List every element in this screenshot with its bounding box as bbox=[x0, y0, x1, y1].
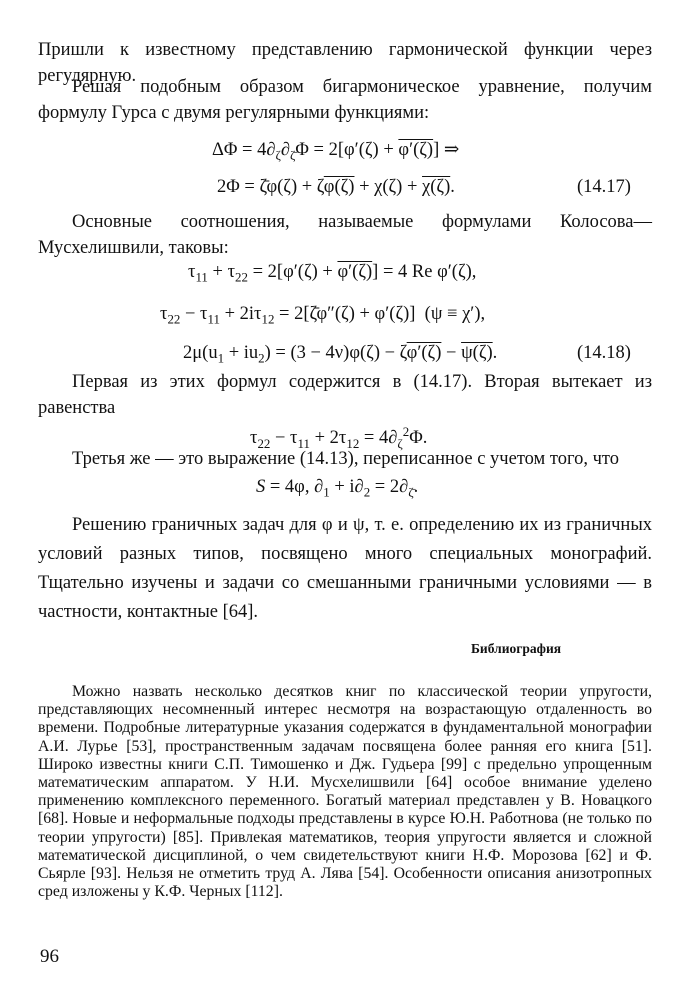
paragraph-5: Третья же — это выражение (14.13), переписанное с учетом того, что bbox=[72, 449, 619, 469]
equation-laplace: $\Delta\Phi = 4\partial_\zeta\partial_{\zetā}\Phi = 2[\varphi'(\zeta) + \varphi'(\zeta)]$ ⇒ bbox=[212, 140, 460, 163]
paragraph-6: Решению граничных задач для φ и ψ, т. е. определению их из граничных условий разных типов, посвящено много специальных монографий. Тщательно изучены и задачи со смешанными граничными условиями — в частности, контактные [64]. bbox=[38, 515, 652, 622]
paragraph-4: Первая из этих формул содержится в (14.17). Вторая вытекает из равенства bbox=[38, 372, 652, 418]
page-number: 96 bbox=[40, 946, 59, 967]
bibliography-heading: Библиография bbox=[471, 641, 562, 656]
equation-number-14-17: (14.17) bbox=[577, 177, 631, 197]
equation-number-14-18: (14.18) bbox=[577, 343, 631, 363]
equation-tau-diff: $\tau_{22} - \tau_{11} + 2\tau_{12} = 4\partial_\zeta^2\Phi$. bbox=[250, 424, 428, 451]
paragraph-1: Пришли к известному представлению гармонической функции через регулярную. bbox=[38, 40, 652, 86]
paragraph-3: Основные соотношения, называемые формулами Колосова—Мусхелишвили, таковы: bbox=[38, 212, 652, 258]
paragraph-2: Решая подобным образом бигармоническое уравнение, получим формулу Гурса с двумя регулярными функциями: bbox=[38, 77, 652, 123]
bibliography-text: Можно назвать несколько десятков книг по классической теории упругости, представляющих несомненный интерес несмотря на возрастающую отдаленность во времени. Подробные литературные указания содержатся в фундаментальной монографии А.И. Лурье [53], пространственным задачам посвящена более ранняя его книга [51]. Широко известны книги С.П. Тимошенко и Дж. Гудьера [99] с предельно упрощенным математическим аппаратом. У Н.И. Мусхелишвили [64] особое внимание уделено применению комплексного переменного. Богатый материал представлен у В. Новацкого [68]. Новые и неформальные подходы представлены в курсе Ю.Н. Работнова (не только по теории упругости) [85]. Привлекая математиков, теория упругости является и сложной математической дисциплиной, о чем свидетельствуют книги Н.Ф. Морозова [62] и Ф. Сьярле [93]. Нельзя не отметить труд А. Лява [54]. Особенности описания анизотропных сред изложены у К.Ф. Черных [112]. bbox=[38, 683, 652, 901]
equation-14-17: 2Φ = ζ̄φ(ζ) + ζφ(ζ) + χ(ζ) + χ(ζ). bbox=[217, 177, 455, 197]
equation-kolosov-1: $\tau_{11} + \tau_{22} = 2[\varphi'(\zeta) + \varphi'(\zeta)] = 4$ Re φ′(ζ), bbox=[188, 262, 477, 285]
equation-14-18: $2\mu(u_1 + iu_2) = (3 - 4\nu)\varphi(\zeta) - \zeta\varphi'(\zeta) - \psi(\zeta)$. bbox=[183, 343, 498, 366]
equation-s: S = 4φ, $\partial_1 + i\partial_2 = 2\partial_{\zetā}$. bbox=[256, 477, 419, 500]
equation-kolosov-2: $\tau_{22} - \tau_{11} + 2i\tau_{12}$ = 2[ζ̄φ″(ζ) + φ′(ζ)] (ψ ≡ χ′), bbox=[160, 304, 486, 327]
